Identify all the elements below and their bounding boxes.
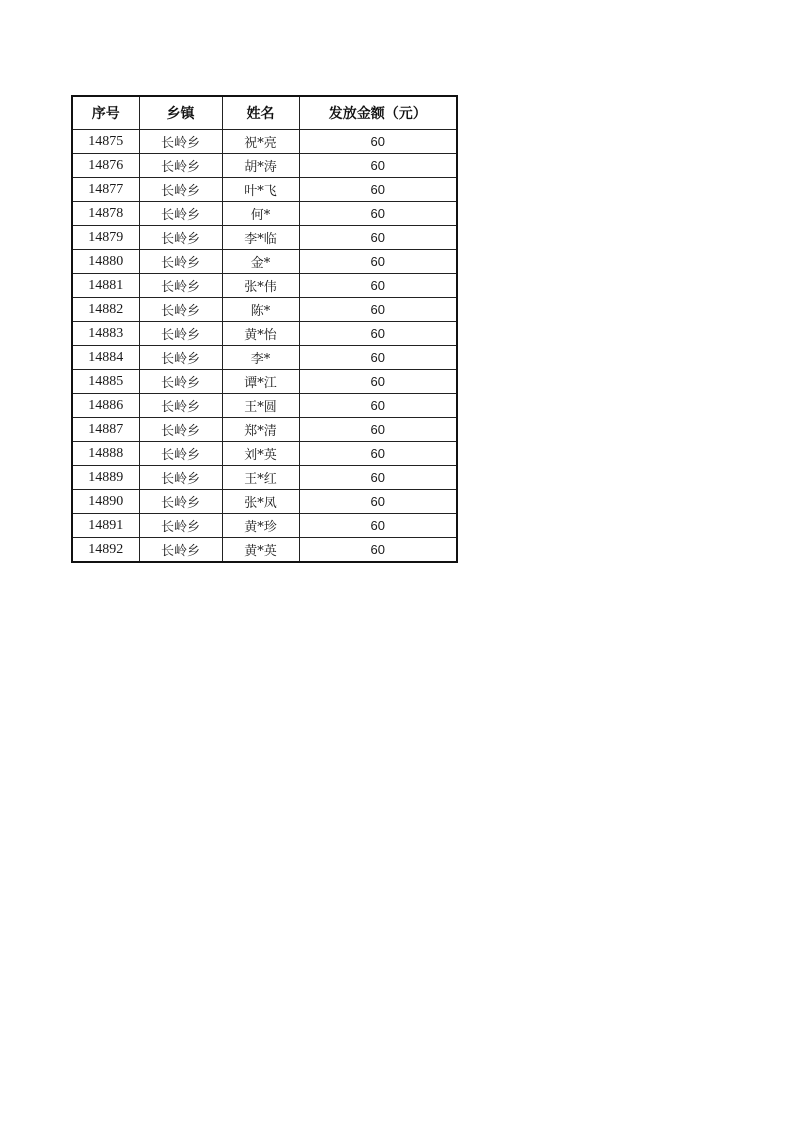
cell-amount: 60 [299,370,457,394]
cell-amount: 60 [299,250,457,274]
table-row [72,442,457,466]
table-row [72,490,457,514]
cell-name: 黄*怡 [222,322,299,346]
table-row [72,466,457,490]
cell-name: 王*红 [222,466,299,490]
header-amount: 发放金额（元） [299,96,457,130]
header-name: 姓名 [222,96,299,130]
payment-sheet [71,95,458,563]
cell-serial: 14889 [72,466,139,490]
cell-town: 长岭乡 [139,322,222,346]
cell-town: 长岭乡 [139,154,222,178]
table-row [72,298,457,322]
cell-serial: 14892 [72,538,139,563]
cell-name: 李* [222,346,299,370]
cell-name: 张*伟 [222,274,299,298]
cell-town: 长岭乡 [139,466,222,490]
cell-town: 长岭乡 [139,130,222,154]
cell-serial: 14884 [72,346,139,370]
cell-amount: 60 [299,442,457,466]
cell-name: 金* [222,250,299,274]
table-body [72,130,457,563]
cell-amount: 60 [299,298,457,322]
table-row [72,538,457,563]
cell-amount: 60 [299,538,457,563]
cell-town: 长岭乡 [139,442,222,466]
cell-amount: 60 [299,490,457,514]
cell-name: 何* [222,202,299,226]
cell-serial: 14883 [72,322,139,346]
cell-serial: 14891 [72,514,139,538]
header-serial: 序号 [72,96,139,130]
cell-serial: 14876 [72,154,139,178]
cell-name: 陈* [222,298,299,322]
cell-serial: 14880 [72,250,139,274]
table-row [72,322,457,346]
cell-amount: 60 [299,274,457,298]
cell-town: 长岭乡 [139,514,222,538]
cell-amount: 60 [299,226,457,250]
cell-name: 叶*飞 [222,178,299,202]
cell-town: 长岭乡 [139,202,222,226]
table-row [72,226,457,250]
cell-amount: 60 [299,466,457,490]
cell-amount: 60 [299,202,457,226]
table-row [72,514,457,538]
cell-town: 长岭乡 [139,250,222,274]
cell-serial: 14885 [72,370,139,394]
table-row [72,154,457,178]
cell-serial: 14890 [72,490,139,514]
cell-town: 长岭乡 [139,538,222,563]
table-row [72,274,457,298]
table-row [72,418,457,442]
cell-serial: 14882 [72,298,139,322]
header-row [72,96,457,130]
cell-town: 长岭乡 [139,178,222,202]
cell-name: 祝*亮 [222,130,299,154]
table-row [72,394,457,418]
cell-name: 王*圆 [222,394,299,418]
header-town: 乡镇 [139,96,222,130]
cell-serial: 14878 [72,202,139,226]
cell-amount: 60 [299,394,457,418]
cell-serial: 14877 [72,178,139,202]
cell-name: 刘*英 [222,442,299,466]
cell-town: 长岭乡 [139,274,222,298]
cell-name: 黄*英 [222,538,299,563]
cell-amount: 60 [299,130,457,154]
table-row [72,130,457,154]
cell-town: 长岭乡 [139,226,222,250]
cell-town: 长岭乡 [139,490,222,514]
cell-amount: 60 [299,322,457,346]
cell-amount: 60 [299,346,457,370]
cell-name: 张*凤 [222,490,299,514]
cell-amount: 60 [299,514,457,538]
cell-town: 长岭乡 [139,346,222,370]
table-row [72,250,457,274]
table-row [72,370,457,394]
cell-serial: 14875 [72,130,139,154]
cell-town: 长岭乡 [139,418,222,442]
cell-name: 胡*涛 [222,154,299,178]
cell-serial: 14886 [72,394,139,418]
cell-amount: 60 [299,154,457,178]
cell-serial: 14887 [72,418,139,442]
cell-serial: 14888 [72,442,139,466]
payment-table [71,95,458,563]
table-row [72,346,457,370]
cell-name: 黄*珍 [222,514,299,538]
cell-amount: 60 [299,418,457,442]
cell-serial: 14881 [72,274,139,298]
cell-amount: 60 [299,178,457,202]
cell-name: 谭*江 [222,370,299,394]
cell-town: 长岭乡 [139,298,222,322]
cell-town: 长岭乡 [139,370,222,394]
cell-name: 郑*清 [222,418,299,442]
cell-town: 长岭乡 [139,394,222,418]
cell-name: 李*临 [222,226,299,250]
cell-serial: 14879 [72,226,139,250]
table-row [72,178,457,202]
table-row [72,202,457,226]
